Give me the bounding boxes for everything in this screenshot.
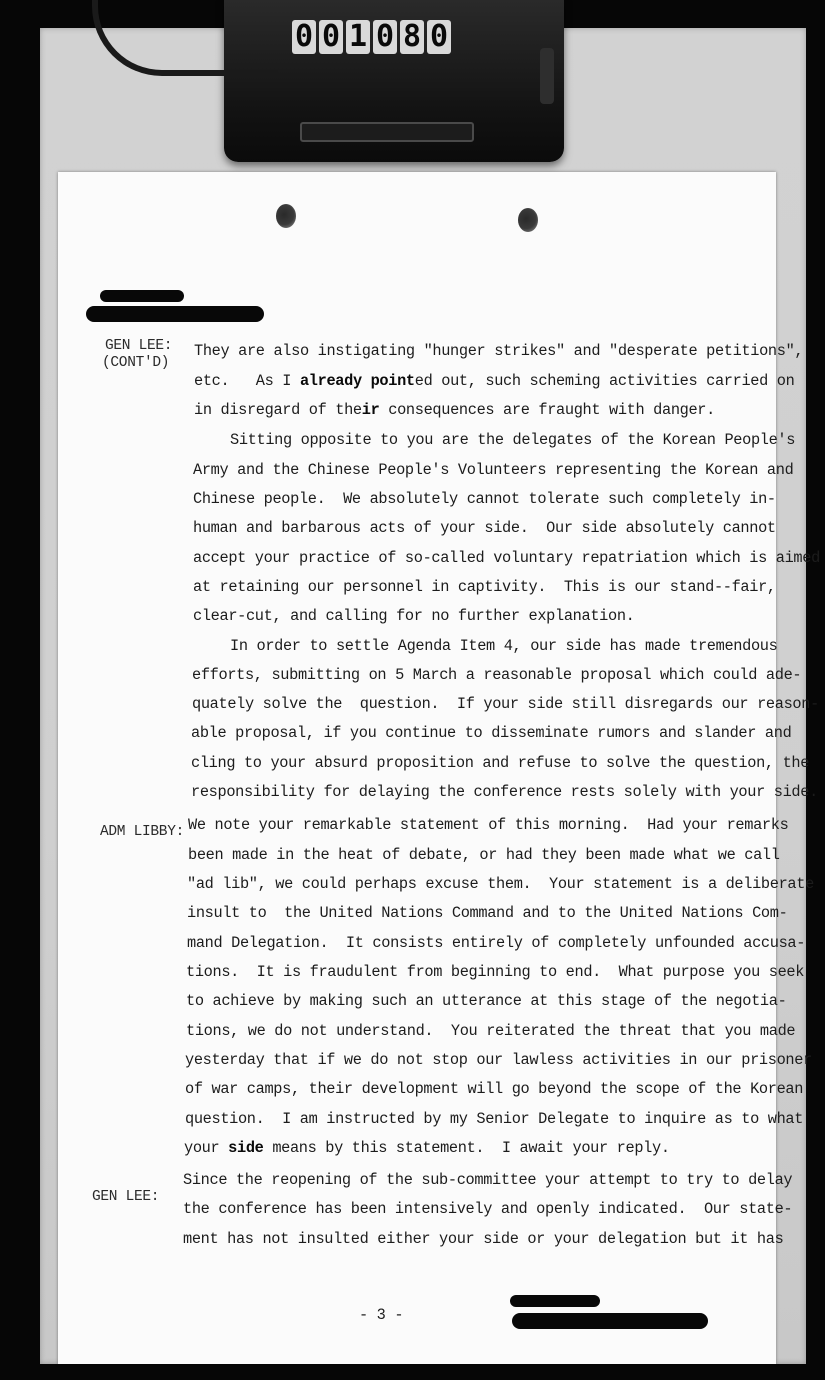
counter-digit: 8 bbox=[400, 20, 424, 54]
redaction-bar-top bbox=[100, 290, 184, 302]
transcript-line: efforts, submitting on 5 March a reasonable proposal which could ade- bbox=[192, 666, 802, 684]
transcript-line: They are also instigating "hunger strikes" and "desperate petitions", bbox=[194, 342, 804, 360]
speaker-adm-libby: ADM LIBBY: bbox=[100, 824, 185, 840]
transcript-line: accept your practice of so-called voluntary repatriation which is aimed bbox=[193, 549, 820, 567]
transcript-line: ment has not insulted either your side or your delegation but it has bbox=[183, 1230, 784, 1248]
frame-counter-digits bbox=[292, 20, 451, 54]
transcript-line: yesterday that if we do not stop our lawless activities in our prisoner bbox=[185, 1051, 812, 1069]
transcript-line: human and barbarous acts of your side. Our side absolutely cannot bbox=[193, 519, 776, 537]
punch-hole-right bbox=[518, 208, 538, 232]
punch-hole-left bbox=[276, 204, 296, 228]
transcript-line: of war camps, their development will go beyond the scope of the Korean bbox=[185, 1080, 804, 1098]
text-run: your bbox=[184, 1139, 229, 1157]
transcript-line: tions. It is fraudulent from beginning to end. What purpose you seek bbox=[186, 963, 805, 981]
counter-digit: 0 bbox=[427, 20, 451, 54]
transcript-line: able proposal, if you continue to disseminate rumors and slander and bbox=[191, 724, 792, 742]
speaker-gen-lee-reply: GEN LEE: bbox=[92, 1189, 160, 1205]
transcript-line: to achieve by making such an utterance at this stage of the negotia- bbox=[186, 992, 787, 1010]
transcript-line: We note your remarkable statement of this morning. Had your remarks bbox=[188, 816, 789, 834]
transcript-line: quately solve the question. If your side still disregards our reason- bbox=[192, 695, 819, 713]
transcript-line: Chinese people. We absolutely cannot tolerate such completely in- bbox=[193, 490, 776, 508]
transcript-line bbox=[194, 371, 794, 391]
transcript-line: question. I am instructed by my Senior Delegate to inquire as to what bbox=[185, 1110, 804, 1128]
redaction-bar-top-wide bbox=[86, 306, 264, 322]
transcript-line: Since the reopening of the sub-committee your attempt to try to delay bbox=[183, 1171, 793, 1189]
text-run: consequences are fraught with danger. bbox=[379, 401, 715, 419]
speaker-gen-lee: GEN LEE: bbox=[105, 338, 173, 354]
transcript-line: "ad lib", we could perhaps excuse them. Your statement is a deliberate bbox=[187, 875, 814, 893]
transcript-line: mand Delegation. It consists entirely of completely unfounded accusa- bbox=[187, 934, 806, 952]
bold-run: side bbox=[228, 1139, 264, 1157]
transcript-line: cling to your absurd proposition and refuse to solve the question, the bbox=[191, 754, 810, 772]
text-run: in disregard of the bbox=[194, 401, 362, 419]
speaker-contd: (CONT'D) bbox=[102, 355, 170, 371]
counter-slot bbox=[300, 122, 474, 142]
transcript-line: been made in the heat of debate, or had they been made what we call bbox=[188, 846, 780, 864]
transcript-line: Sitting opposite to you are the delegates of the Korean People's bbox=[230, 431, 796, 449]
counter-digit: 0 bbox=[292, 20, 316, 54]
text-run: ed out, such scheming activities carried on bbox=[414, 372, 795, 390]
transcript-line: the conference has been intensively and openly indicated. Our state- bbox=[183, 1200, 793, 1218]
transcript-line bbox=[184, 1138, 670, 1158]
transcript-line: In order to settle Agenda Item 4, our side has made tremendous bbox=[230, 637, 778, 655]
counter-digit: 0 bbox=[373, 20, 397, 54]
transcript-line: insult to the United Nations Command and to the United Nations Com- bbox=[187, 904, 788, 922]
bold-run: already point bbox=[299, 372, 415, 390]
bold-run: ir bbox=[361, 401, 380, 419]
counter-knob bbox=[540, 48, 554, 104]
counter-digit: 0 bbox=[319, 20, 343, 54]
transcript-line: clear-cut, and calling for no further explanation. bbox=[193, 607, 635, 625]
text-run: means by this statement. I await your reply. bbox=[263, 1139, 670, 1157]
transcript-line: at retaining our personnel in captivity. This is our stand--fair, bbox=[193, 578, 776, 596]
redaction-bar-bottom bbox=[510, 1295, 600, 1307]
transcript-line: tions, we do not understand. You reiterated the threat that you made bbox=[186, 1022, 796, 1040]
transcript-line: responsibility for delaying the conference rests solely with your side. bbox=[191, 783, 818, 801]
redaction-bar-bottom-wide bbox=[512, 1313, 708, 1329]
page-number: - 3 - bbox=[359, 1306, 404, 1324]
transcript-line: Army and the Chinese People's Volunteers representing the Korean and bbox=[193, 461, 794, 479]
counter-digit: 1 bbox=[346, 20, 370, 54]
transcript-line bbox=[194, 400, 715, 420]
text-run: etc. As I bbox=[194, 372, 300, 390]
